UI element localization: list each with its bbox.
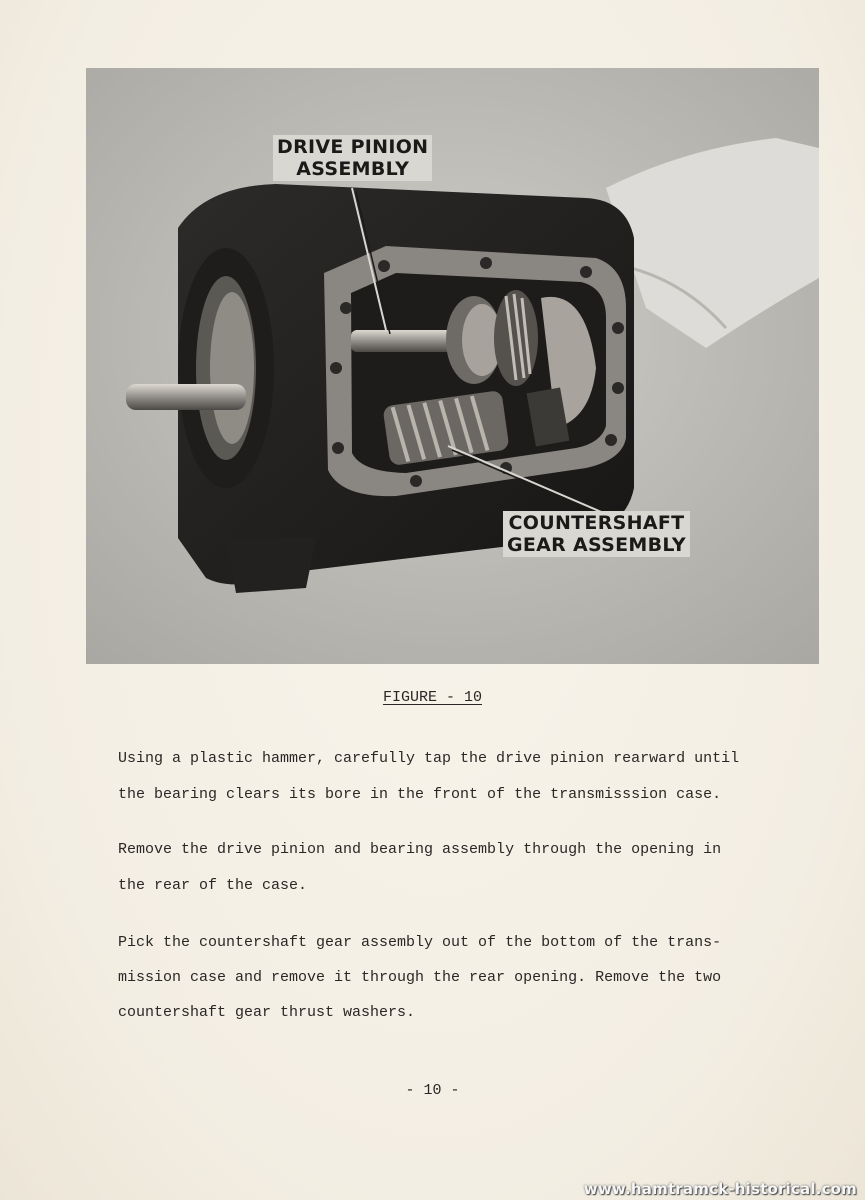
callout-drive-pinion-assembly xyxy=(273,135,432,181)
callout-line: DRIVE PINION xyxy=(277,136,429,158)
transmission-photo xyxy=(86,68,819,664)
callout-line: COUNTERSHAFT xyxy=(508,512,685,534)
paragraph xyxy=(118,925,798,1030)
text-line: mission case and remove it through the rear opening. Remove the two xyxy=(118,969,722,986)
site-watermark: www.hamtramck-historical.com xyxy=(583,1180,857,1198)
text-line: Pick the countershaft gear assembly out of the bottom of the trans- xyxy=(118,934,722,951)
figure-caption xyxy=(0,689,865,706)
paragraph xyxy=(118,832,798,904)
text-line: Remove the drive pinion and bearing assembly through the opening in xyxy=(118,841,722,858)
text-line: the bearing clears its bore in the front of the transmisssion case. xyxy=(118,786,722,803)
transmission-case-image xyxy=(86,68,819,664)
callout-line: GEAR ASSEMBLY xyxy=(507,534,686,556)
text-line: countershaft gear thrust washers. xyxy=(118,1004,416,1021)
paragraph xyxy=(118,741,798,813)
callout-line: ASSEMBLY xyxy=(296,158,410,180)
text-line: the rear of the case. xyxy=(118,877,308,894)
page-number: - 10 - xyxy=(405,1082,460,1099)
callout-countershaft-gear-assembly xyxy=(503,511,690,557)
figure-caption-text: FIGURE - 10 xyxy=(382,689,483,706)
text-line: Using a plastic hammer, carefully tap the drive pinion rearward until xyxy=(118,750,740,767)
